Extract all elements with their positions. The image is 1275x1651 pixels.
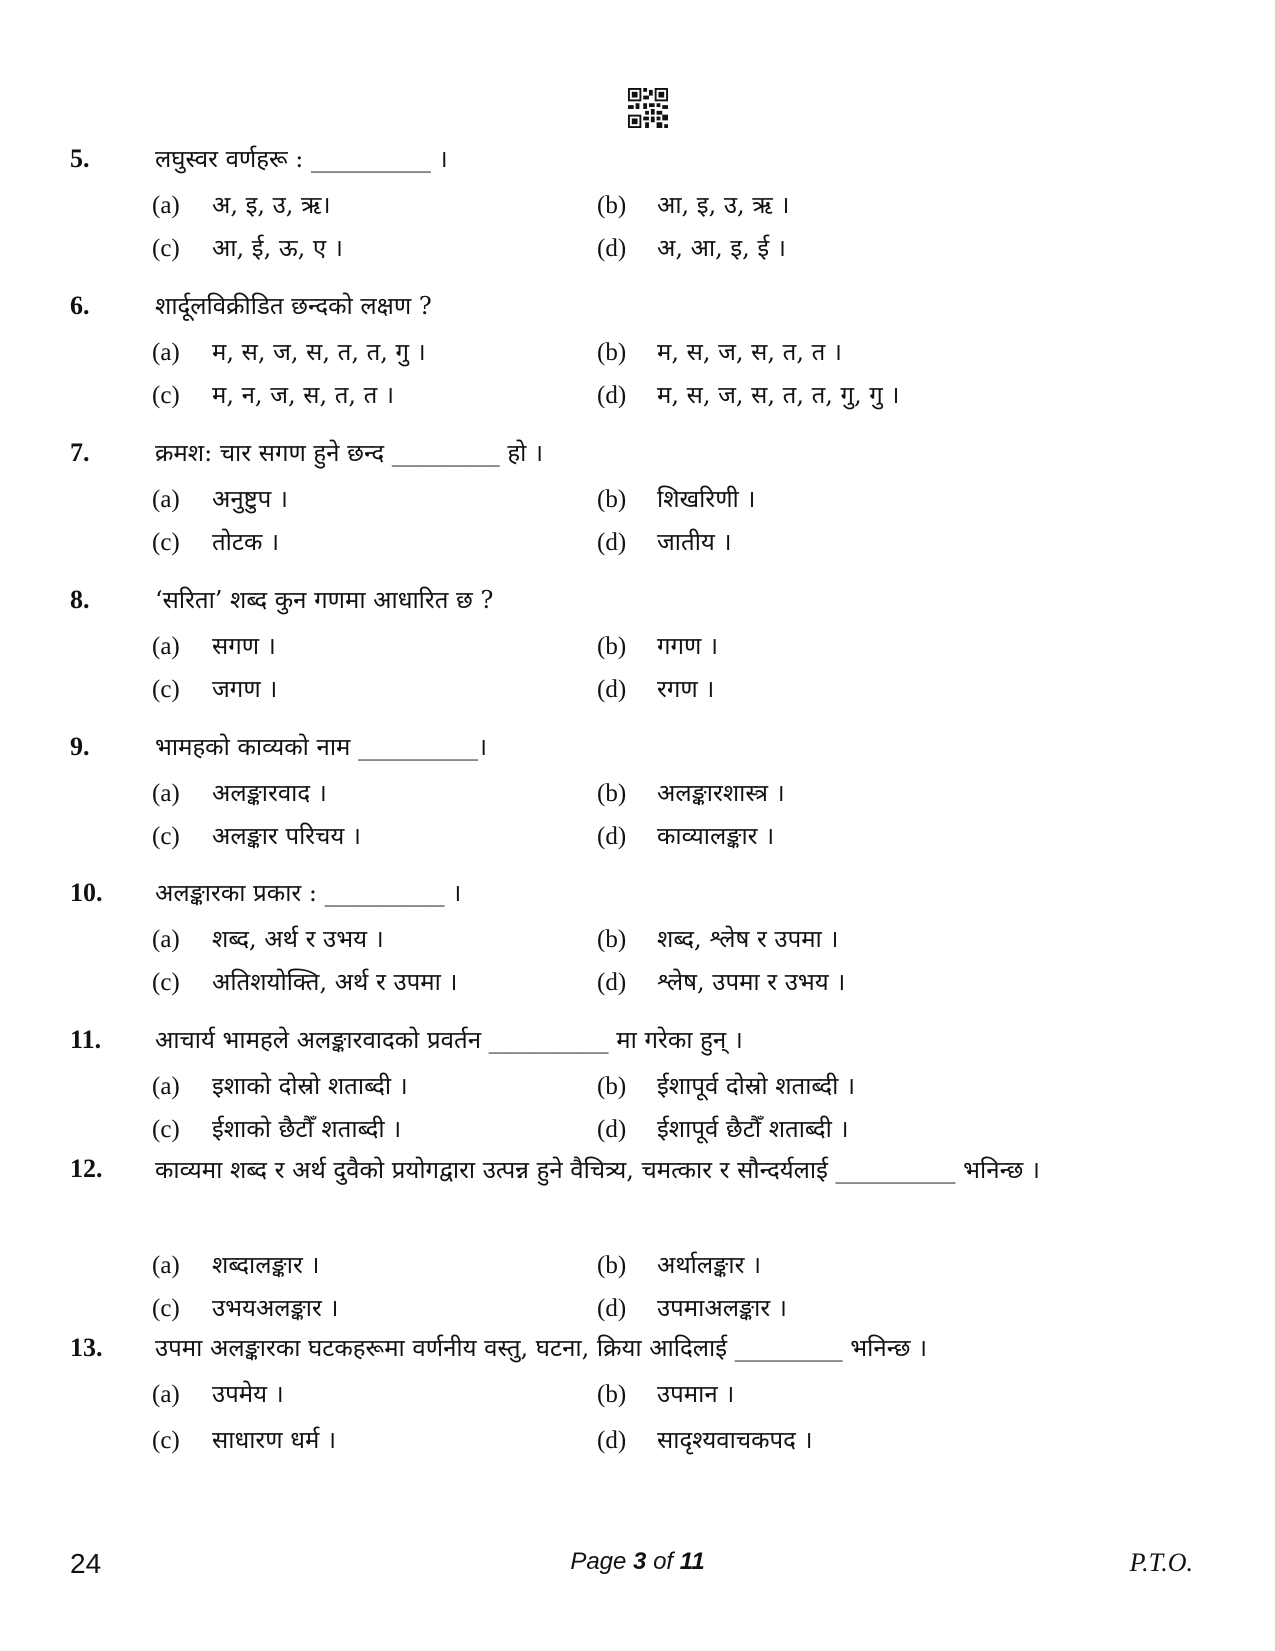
option-c[interactable]: (c) जगण । bbox=[152, 675, 278, 703]
option-d[interactable]: (d) काव्यालङ्कार । bbox=[597, 822, 775, 850]
option-a[interactable]: (a) अनुष्टुप । bbox=[152, 485, 289, 513]
question-text: काव्यमा शब्द र अर्थ दुवैको प्रयोगद्वारा उत्पन्न हुने वैचित्र्य, चमत्कार र सौन्दर्यलाई __________ भनिन्छ । bbox=[155, 1156, 1040, 1184]
question-number: 12. bbox=[70, 1154, 103, 1183]
option-d[interactable]: (d) रगण । bbox=[597, 675, 715, 703]
pto-label: P.T.O. bbox=[1129, 1548, 1193, 1577]
question-6 bbox=[70, 283, 1210, 409]
option-d[interactable]: (d) जातीय । bbox=[597, 528, 732, 556]
option-a[interactable]: (a) शब्दालङ्कार । bbox=[152, 1251, 320, 1279]
question-number: 9. bbox=[70, 732, 90, 761]
question-text: लघुस्वर वर्णहरू : __________ । bbox=[155, 145, 448, 173]
page-current: 3 bbox=[633, 1548, 647, 1575]
page-label: Page bbox=[570, 1548, 627, 1575]
question-8 bbox=[70, 577, 1210, 703]
question-number: 8. bbox=[70, 585, 90, 614]
question-number: 7. bbox=[70, 438, 90, 467]
question-9 bbox=[70, 724, 1210, 850]
option-c[interactable]: (c) उभयअलङ्कार । bbox=[152, 1294, 339, 1322]
option-d[interactable]: (d) सादृश्यवाचकपद । bbox=[597, 1426, 813, 1454]
question-11 bbox=[70, 1017, 1210, 1143]
option-b[interactable]: (b) अर्थालङ्कार । bbox=[597, 1251, 762, 1279]
option-c[interactable]: (c) अतिशयोक्ति, अर्थ र उपमा । bbox=[152, 968, 458, 996]
question-text: भामहको काव्यको नाम __________। bbox=[155, 733, 488, 761]
option-b[interactable]: (b) गगण । bbox=[597, 632, 719, 660]
question-13 bbox=[70, 1325, 1210, 1454]
question-text: ‘सरिता’ शब्द कुन गणमा आधारित छ ? bbox=[155, 586, 494, 614]
paper-code: 24 bbox=[70, 1548, 102, 1579]
option-c[interactable]: (c) अलङ्कार परिचय । bbox=[152, 822, 362, 850]
option-d[interactable]: (d) ईशापूर्व छैटौँ शताब्दी । bbox=[597, 1115, 849, 1143]
option-b[interactable]: (b) शिखरिणी । bbox=[597, 485, 756, 513]
option-b[interactable]: (b) शब्द, श्लेष र उपमा । bbox=[597, 925, 839, 953]
option-c[interactable]: (c) तोटक । bbox=[152, 528, 280, 556]
option-b[interactable]: (b) आ, इ, उ, ऋ । bbox=[597, 191, 790, 219]
question-text: उपमा अलङ्कारका घटकहरूमा वर्णनीय वस्तु, घटना, क्रिया आदिलाई _________ भनिन्छ । bbox=[155, 1334, 928, 1362]
question-10 bbox=[70, 870, 1210, 996]
page-total: 11 bbox=[679, 1548, 705, 1575]
option-d[interactable]: (d) उपमाअलङ्कार । bbox=[597, 1294, 787, 1322]
question-text: आचार्य भामहले अलङ्कारवादको प्रवर्तन __________ मा गरेका हुन् । bbox=[155, 1026, 743, 1054]
option-a[interactable]: (a) म, स, ज, स, त, त, गु । bbox=[152, 338, 426, 366]
option-d[interactable]: (d) म, स, ज, स, त, त, गु, गु । bbox=[597, 381, 900, 409]
question-text: अलङ्कारका प्रकार : __________ । bbox=[155, 879, 462, 907]
question-7 bbox=[70, 430, 1210, 556]
option-a[interactable]: (a) अ, इ, उ, ऋ। bbox=[152, 191, 331, 219]
option-d[interactable]: (d) अ, आ, इ, ई । bbox=[597, 234, 786, 262]
option-a[interactable]: (a) शब्द, अर्थ र उभय । bbox=[152, 925, 384, 953]
option-b[interactable]: (b) उपमान । bbox=[597, 1380, 735, 1408]
question-12 bbox=[70, 1146, 1210, 1322]
option-d[interactable]: (d) श्लेष, उपमा र उभय । bbox=[597, 968, 846, 996]
question-text: शार्दूलविक्रीडित छन्दको लक्षण ? bbox=[155, 292, 432, 320]
question-number: 11. bbox=[70, 1025, 102, 1054]
option-a[interactable]: (a) उपमेय । bbox=[152, 1380, 284, 1408]
page-indicator bbox=[0, 1548, 1275, 1576]
option-b[interactable]: (b) अलङ्कारशास्त्र । bbox=[597, 779, 785, 807]
question-number: 10. bbox=[70, 878, 103, 907]
question-text: क्रमश: चार सगण हुने छन्द _________ हो । bbox=[155, 439, 544, 467]
page-of: of bbox=[653, 1548, 674, 1575]
question-number: 6. bbox=[70, 291, 90, 320]
option-a[interactable]: (a) अलङ्कारवाद । bbox=[152, 779, 327, 807]
option-c[interactable]: (c) म, न, ज, स, त, त । bbox=[152, 381, 395, 409]
qr-code-icon bbox=[628, 88, 668, 128]
question-number: 13. bbox=[70, 1333, 103, 1362]
option-c[interactable]: (c) साधारण धर्म । bbox=[152, 1426, 337, 1454]
option-a[interactable]: (a) इशाको दोस्रो शताब्दी । bbox=[152, 1072, 408, 1100]
question-5 bbox=[70, 136, 1210, 262]
option-c[interactable]: (c) आ, ई, ऊ, ए । bbox=[152, 234, 343, 262]
option-c[interactable]: (c) ईशाको छैटौँ शताब्दी । bbox=[152, 1115, 402, 1143]
question-number: 5. bbox=[70, 144, 90, 173]
option-a[interactable]: (a) सगण । bbox=[152, 632, 276, 660]
option-b[interactable]: (b) म, स, ज, स, त, त । bbox=[597, 338, 842, 366]
option-b[interactable]: (b) ईशापूर्व दोस्रो शताब्दी । bbox=[597, 1072, 856, 1100]
